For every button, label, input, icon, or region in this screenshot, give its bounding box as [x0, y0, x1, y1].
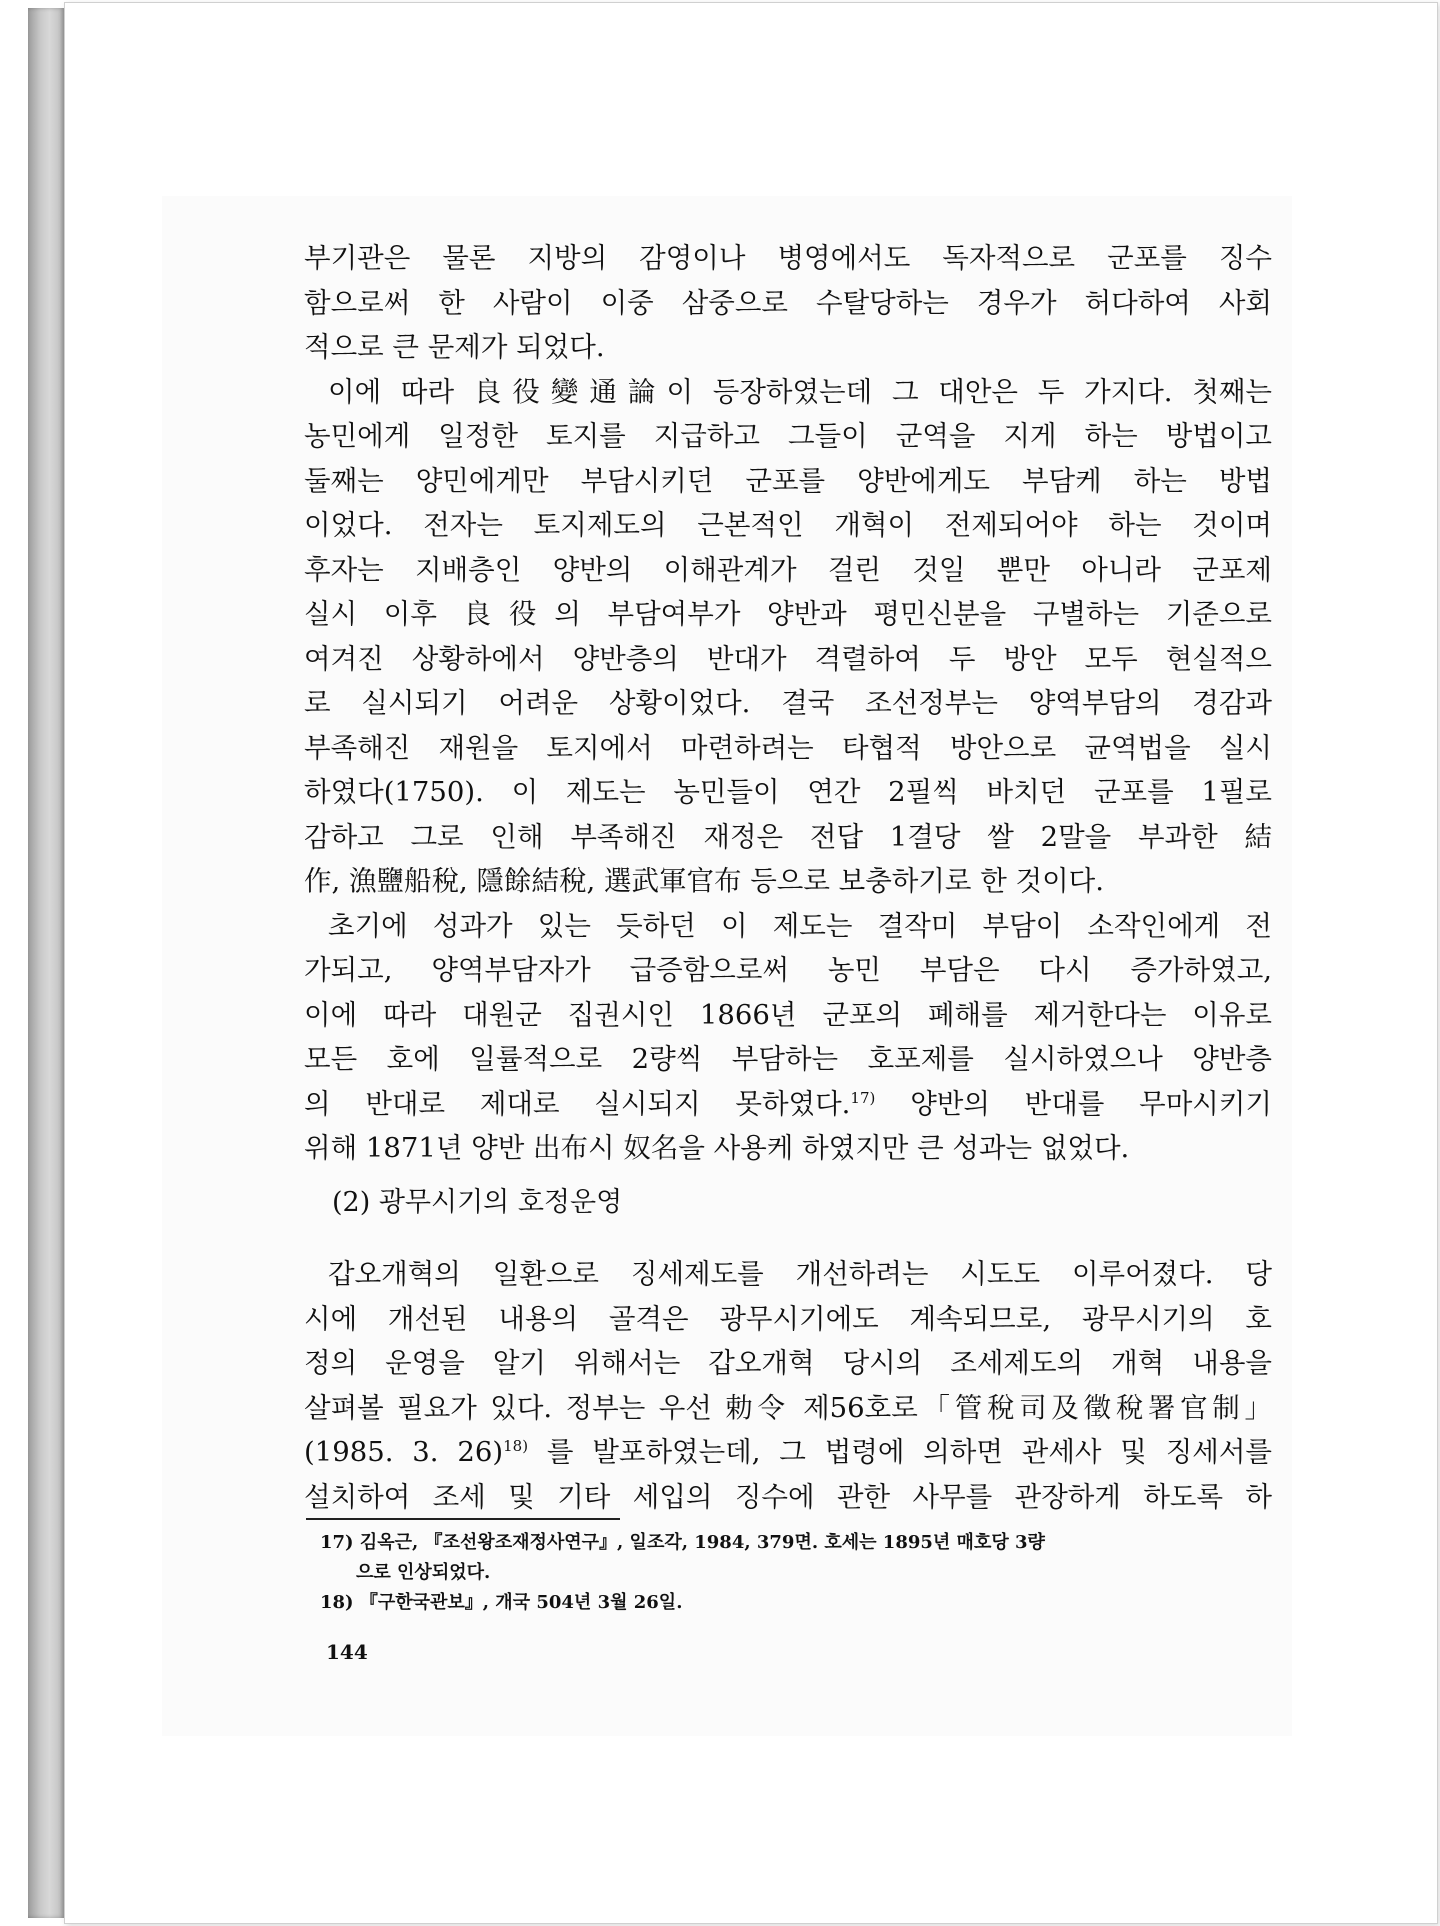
footnote-17: 17) 김옥근, 『조선왕조재정사연구』, 일조각, 1984, 379면. 호세는 1895년 매호당 3량 [320, 1532, 1045, 1553]
text-line: 정의 운영을 알기 위해서는 갑오개혁 당시의 조세제도의 개혁 내용을 [304, 1347, 1272, 1379]
text-line: 초기에 성과가 있는 듯하던 이 제도는 결작미 부담이 소작인에게 전 [328, 909, 1272, 942]
page-number: 144 [326, 1640, 368, 1664]
paragraph-2 [304, 370, 1272, 904]
text-line: 함으로써 한 사람이 이중 삼중으로 수탈당하는 경우가 허다하여 사회 [304, 286, 1272, 319]
text-line: 후자는 지배층인 양반의 이해관계가 걸린 것일 뿐만 아니라 군포제 [304, 553, 1272, 586]
paragraph-3 [304, 904, 1272, 1171]
text-line: 갑오개혁의 일환으로 징세제도를 개선하려는 시도도 이루어졌다. 당 [328, 1258, 1272, 1290]
text-line: 부기관은 물론 지방의 감영이나 병영에서도 독자적으로 군포를 징수 [304, 242, 1272, 274]
text-line: 실시 이후 良役의 부담여부가 양반과 평민신분을 구별하는 기준으로 [304, 598, 1272, 630]
footnote-ref-18: 18) [503, 1436, 529, 1455]
text-line: 둘째는 양민에게만 부담시키던 군포를 양반에게도 부담케 하는 방법 [304, 464, 1272, 497]
text-line: 作, 漁鹽船稅, 隱餘結稅, 選武軍官布 등으로 보충하기로 한 것이다. [304, 865, 1104, 897]
text-line: 이에 따라 대원군 집권시인 1866년 군포의 폐해를 제거한다는 이유로 [304, 998, 1272, 1031]
text-line: 농민에게 일정한 토지를 지급하고 그들이 군역을 지게 하는 방법이고 [304, 420, 1272, 452]
paragraph-4 [304, 1252, 1272, 1519]
paragraph-1 [304, 236, 1272, 370]
text-line: 가되고, 양역부담자가 급증함으로써 농민 부담은 다시 증가하였고, [304, 954, 1272, 986]
body-text-bottom [304, 1252, 1272, 1519]
text-line-with-footnote [304, 1082, 1272, 1127]
text-segment: (1985. 3. 26) [304, 1436, 504, 1468]
text-line: 위해 1871년 양반 出布시 奴名을 사용케 하였지만 큰 성과는 없었다. [304, 1132, 1130, 1164]
text-line: 적으로 큰 문제가 되었다. [304, 331, 605, 363]
text-line: 모든 호에 일률적으로 2량씩 부담하는 호포제를 실시하였으나 양반층 [304, 1043, 1272, 1075]
section-heading: (2) 광무시기의 호정운영 [332, 1187, 623, 1218]
text-line: 시에 개선된 내용의 골격은 광무시기에도 계속되므로, 광무시기의 호 [304, 1302, 1272, 1335]
text-line-with-footnote [304, 1430, 1272, 1475]
text-line: 살펴볼 필요가 있다. 정부는 우선 勅令 제56호로「管稅司及徵稅署官制」 [304, 1391, 1272, 1424]
text-line: 하였다(1750). 이 제도는 농민들이 연간 2필씩 바치던 군포를 1필로 [304, 776, 1272, 808]
text-segment: 의 반대로 제대로 실시되지 못하였다. [304, 1087, 851, 1120]
book-spine [28, 8, 64, 1918]
text-line: 여겨진 상황하에서 양반층의 반대가 격렬하여 두 방안 모두 현실적으 [304, 642, 1272, 675]
text-line: 감하고 그로 인해 부족해진 재정은 전답 1결당 쌀 2말을 부과한 結 [304, 820, 1272, 853]
footnote-divider [306, 1518, 620, 1520]
footnotes [320, 1528, 1280, 1618]
footnote-17-continued: 으로 인상되었다. [356, 1562, 491, 1583]
text-segment: 양반의 반대를 무마시키기 [910, 1087, 1273, 1120]
body-text-top [304, 236, 1272, 1171]
text-line: 로 실시되기 어려운 상황이었다. 결국 조선정부는 양역부담의 경감과 [304, 687, 1272, 719]
text-line: 부족해진 재원을 토지에서 마련하려는 타협적 방안으로 균역법을 실시 [304, 731, 1272, 764]
text-line: 이에 따라 良役變通論이 등장하였는데 그 대안은 두 가지다. 첫째는 [328, 375, 1272, 408]
footnote-18: 18) 『구한국관보』, 개국 504년 3월 26일. [320, 1592, 683, 1613]
text-line: 이었다. 전자는 토지제도의 근본적인 개혁이 전제되어야 하는 것이며 [304, 509, 1272, 541]
text-segment: 를 발포하였는데, 그 법령에 의하면 관세사 및 징세서를 [546, 1436, 1272, 1468]
footnote-ref-17: 17) [850, 1088, 876, 1107]
text-line: 설치하여 조세 및 기타 세입의 징수에 관한 사무를 관장하게 하도록 하 [304, 1480, 1272, 1513]
